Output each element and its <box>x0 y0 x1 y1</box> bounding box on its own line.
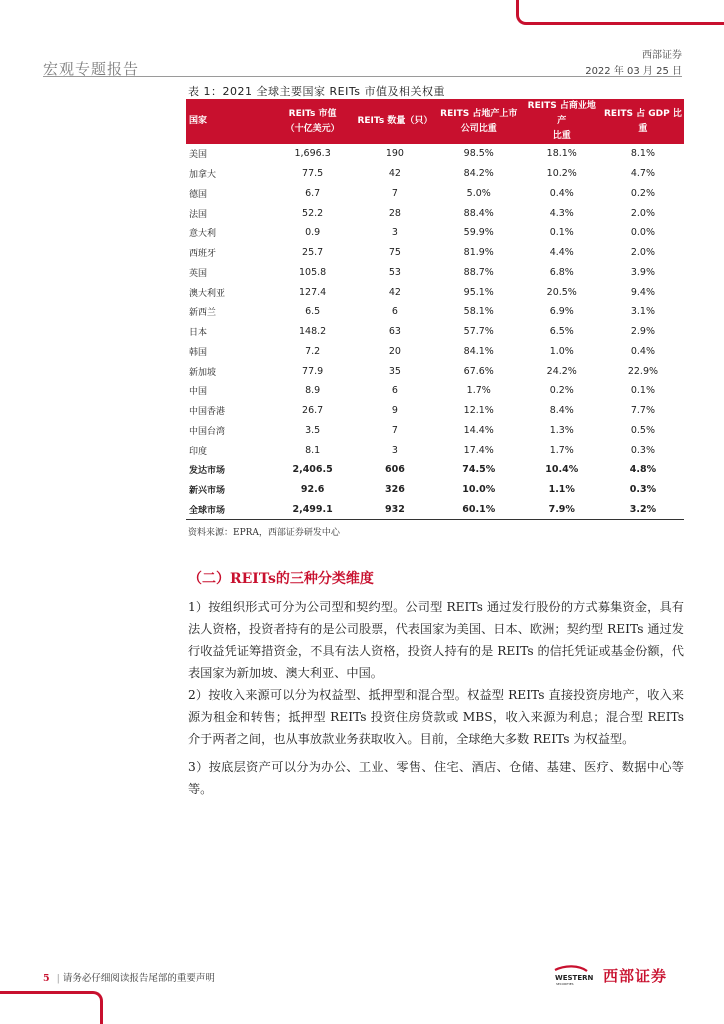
value-cell: 77.5 <box>302 168 324 180</box>
country-cell: 意大利 <box>189 229 217 240</box>
table-row <box>186 282 684 302</box>
value-cell: 3.2% <box>602 500 684 520</box>
value-cell: 7.2 <box>305 345 321 357</box>
table-row <box>186 480 684 500</box>
paragraph-2: 2）按收入来源可以分为权益型、抵押型和混合型。权益型 REITs 直接投资房地产，收入来源为租金和转售；抵押型 REITs 投资住房贷款或 MBS，收入来源为利息；混合型 REITs 介于两者之间，也从事放款业务获取收入。目前，全球绝大多数 REITs 为权益型。 <box>188 688 684 746</box>
value-cell: 22.9% <box>627 365 659 377</box>
value-cell: 67.6% <box>463 365 494 377</box>
value-cell: 127.4 <box>299 286 327 298</box>
footer: 5 | 请务必仔细阅读报告尾部的重要声明 <box>43 973 215 984</box>
value-cell: 7.9% <box>522 500 602 520</box>
value-cell: 7 <box>391 187 398 199</box>
value-cell: 1,696.3 <box>294 148 331 160</box>
header-commercial-share: REITS 占商业地产 比重 <box>522 99 602 144</box>
value-cell: 6 <box>391 306 398 318</box>
value-cell: 6.5 <box>305 306 321 318</box>
value-cell: 26.7 <box>302 405 324 417</box>
value-cell: 2,499.1 <box>271 500 354 520</box>
table-row <box>186 342 684 362</box>
value-cell: 53 <box>388 266 401 278</box>
value-cell: 0.2% <box>549 385 574 397</box>
value-cell: 18.1% <box>546 148 577 160</box>
corner-decoration-top <box>516 0 724 25</box>
table-row <box>186 302 684 322</box>
value-cell: 0.3% <box>629 484 657 496</box>
table-row <box>186 421 684 441</box>
value-cell: 42 <box>388 168 401 180</box>
country-cell: 新西兰 <box>189 308 217 319</box>
value-cell: 17.4% <box>463 444 494 456</box>
value-cell: 42 <box>388 286 401 298</box>
value-cell: 1.3% <box>549 424 574 436</box>
value-cell: 8.1 <box>305 444 321 456</box>
value-cell: 3.1% <box>630 306 655 318</box>
corner-decoration-bottom <box>0 991 103 1024</box>
value-cell: 0.0% <box>630 227 655 239</box>
table-row <box>186 401 684 421</box>
value-cell: 6.5% <box>549 326 574 338</box>
value-cell: 0.1% <box>630 385 655 397</box>
value-cell: 8.4% <box>549 405 574 417</box>
report-type-label: 宏观专题报告 <box>43 60 140 78</box>
value-cell: 10.0% <box>462 484 496 496</box>
logo-en: WESTERN <box>555 974 594 982</box>
value-cell: 8.9 <box>305 385 321 397</box>
country-cell: 日本 <box>189 328 208 339</box>
value-cell: 9 <box>391 405 398 417</box>
value-cell: 84.2% <box>463 168 494 180</box>
country-cell: 德国 <box>189 189 208 200</box>
country-cell: 澳大利亚 <box>189 288 226 299</box>
country-cell: 中国 <box>189 387 208 398</box>
country-cell: 中国台湾 <box>189 426 226 437</box>
value-cell: 0.1% <box>549 227 574 239</box>
table-row <box>186 500 684 520</box>
country-cell: 法国 <box>189 209 208 220</box>
table-header-row <box>186 99 684 144</box>
value-cell: 10.4% <box>545 464 579 476</box>
table-row <box>186 184 684 204</box>
table-row <box>186 381 684 401</box>
value-cell: 4.8% <box>629 464 657 476</box>
value-cell: 35 <box>388 365 401 377</box>
page-number: 5 <box>43 973 50 984</box>
country-cell: 全球市场 <box>186 500 271 520</box>
value-cell: 14.4% <box>463 424 494 436</box>
value-cell: 20 <box>388 345 401 357</box>
value-cell: 98.5% <box>463 148 494 160</box>
value-cell: 6.8% <box>549 266 574 278</box>
value-cell: 63 <box>388 326 401 338</box>
logo-en-sub: SECURITIES <box>556 982 574 986</box>
value-cell: 2.0% <box>630 247 655 259</box>
value-cell: 1.7% <box>549 444 574 456</box>
table-row <box>186 440 684 460</box>
value-cell: 326 <box>384 484 405 496</box>
report-date: 2022 年 03 月 25 日 <box>585 66 682 77</box>
value-cell: 24.2% <box>546 365 577 377</box>
value-cell: 52.2 <box>302 207 324 219</box>
country-cell: 新兴市场 <box>189 486 226 497</box>
value-cell: 74.5% <box>462 464 496 476</box>
value-cell: 190 <box>385 148 404 160</box>
value-cell: 59.9% <box>463 227 494 239</box>
value-cell: 77.9 <box>302 365 324 377</box>
header-gdp-share: REITS 占 GDP 比重 <box>602 99 684 144</box>
country-cell: 英国 <box>189 268 208 279</box>
table-row <box>186 164 684 184</box>
table-row <box>186 361 684 381</box>
country-cell: 新加坡 <box>189 367 217 378</box>
value-cell: 84.1% <box>463 345 494 357</box>
value-cell: 1.0% <box>549 345 574 357</box>
value-cell: 3 <box>391 227 398 239</box>
value-cell: 1.1% <box>548 484 575 496</box>
value-cell: 4.3% <box>549 207 574 219</box>
value-cell: 88.4% <box>463 207 494 219</box>
value-cell: 0.2% <box>630 187 655 199</box>
logo-text: 西部证券 <box>603 967 668 985</box>
value-cell: 88.7% <box>463 266 494 278</box>
value-cell: 606 <box>384 464 405 476</box>
header-count: REITs 数量（只） <box>354 99 436 144</box>
country-cell: 西班牙 <box>189 249 217 260</box>
country-cell: 韩国 <box>189 347 208 358</box>
value-cell: 932 <box>354 500 436 520</box>
header-divider <box>43 76 682 77</box>
disclaimer-note: 请务必仔细阅读报告尾部的重要声明 <box>62 973 215 984</box>
value-cell: 25.7 <box>302 247 324 259</box>
country-cell: 美国 <box>189 150 208 161</box>
value-cell: 6.9% <box>549 306 574 318</box>
value-cell: 0.4% <box>549 187 574 199</box>
header-country: 国家 <box>186 99 271 144</box>
value-cell: 7.7% <box>630 405 655 417</box>
table-row <box>186 263 684 283</box>
table-row <box>186 223 684 243</box>
table-row <box>186 243 684 263</box>
header-listed-share: REITS 占地产上市 公司比重 <box>436 99 522 144</box>
header-market-cap: REITs 市值 （十亿美元） <box>271 99 354 144</box>
country-cell: 中国香港 <box>189 407 226 418</box>
value-cell: 4.4% <box>549 247 574 259</box>
value-cell: 8.1% <box>630 148 655 160</box>
value-cell: 57.7% <box>463 326 494 338</box>
value-cell: 28 <box>388 207 401 219</box>
value-cell: 95.1% <box>463 286 494 298</box>
value-cell: 9.4% <box>630 286 655 298</box>
value-cell: 4.7% <box>630 168 655 180</box>
value-cell: 6.7 <box>305 187 321 199</box>
table-row <box>186 203 684 223</box>
table-row <box>186 144 684 164</box>
reits-table <box>186 99 684 520</box>
value-cell: 12.1% <box>463 405 494 417</box>
value-cell: 20.5% <box>546 286 577 298</box>
value-cell: 92.6 <box>300 484 325 496</box>
value-cell: 3 <box>391 444 398 456</box>
value-cell: 5.0% <box>466 187 491 199</box>
paragraph-1: 1）按组织形式可分为公司型和契约型。公司型 REITs 通过发行股份的方式募集资金，具有法人资格，投资者持有的是公司股票，代表国家为美国、日本、欧洲；契约型 REITs 通过发行收益凭证筹措资金，不具有法人资格，投资人持有的是 REITs 的信托凭证或基金份额，代表国家为新加坡、澳大利亚、中国。 <box>188 600 684 680</box>
value-cell: 2.9% <box>630 326 655 338</box>
country-cell: 加拿大 <box>189 170 217 181</box>
country-cell: 印度 <box>189 446 208 457</box>
value-cell: 75 <box>388 247 401 259</box>
table-row <box>186 322 684 342</box>
value-cell: 0.3% <box>630 444 655 456</box>
company-name: 西部证券 <box>642 50 682 61</box>
value-cell: 148.2 <box>299 326 327 338</box>
value-cell: 105.8 <box>299 266 327 278</box>
value-cell: 60.1% <box>436 500 522 520</box>
value-cell: 7 <box>391 424 398 436</box>
value-cell: 10.2% <box>546 168 577 180</box>
value-cell: 2.0% <box>630 207 655 219</box>
value-cell: 1.7% <box>466 385 491 397</box>
paragraph-3: 3）按底层资产可以分为办公、工业、零售、住宅、酒店、仓储、基建、医疗、数据中心等等。 <box>188 760 684 796</box>
value-cell: 0.4% <box>630 345 655 357</box>
country-cell: 发达市场 <box>189 466 226 477</box>
value-cell: 0.5% <box>630 424 655 436</box>
table-title: 表 1：2021 全球主要国家 REITs 市值及相关权重 <box>188 85 445 98</box>
value-cell: 58.1% <box>463 306 494 318</box>
section-title: （二）REITs的三种分类维度 <box>188 571 374 587</box>
value-cell: 2,406.5 <box>292 464 333 476</box>
value-cell: 3.9% <box>630 266 655 278</box>
table-row <box>186 460 684 480</box>
value-cell: 6 <box>391 385 398 397</box>
table-source: 资料来源：EPRA，西部证券研发中心 <box>188 528 340 538</box>
value-cell: 81.9% <box>463 247 494 259</box>
value-cell: 3.5 <box>305 424 321 436</box>
value-cell: 0.9 <box>305 227 321 239</box>
